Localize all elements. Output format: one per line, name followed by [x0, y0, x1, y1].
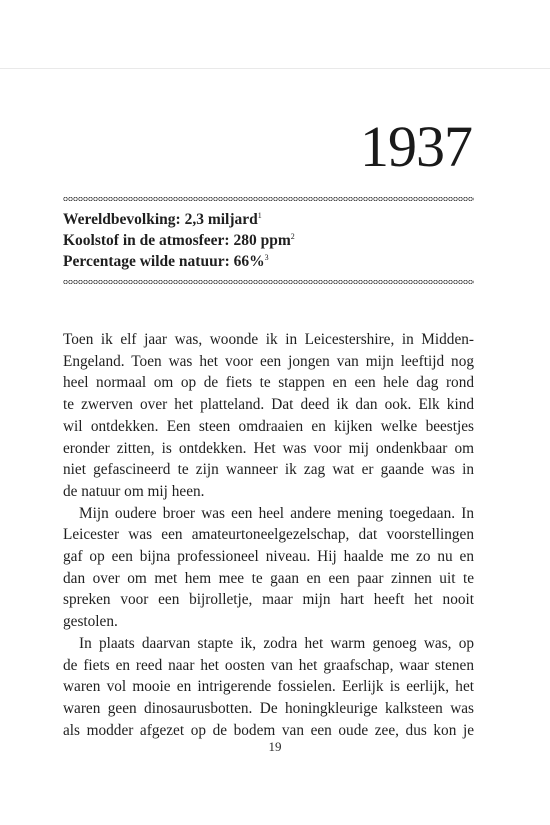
text-line: niet gefascineerd te zijn wanneer ik zag wat er gaande was in [63, 461, 474, 479]
text-line: Leicester was een amateurtoneelgezelschap, dat voorstellingen [63, 526, 474, 544]
footnote-marker[interactable]: 1 [257, 210, 262, 220]
text-line: de fiets en reed naar het oosten van het graafschap, waar stenen [63, 656, 474, 674]
text-line: als modder afgezet op de bodem van een oude zee, dus kon je [63, 721, 474, 739]
text-line: Engeland. Toen was het voor een jongen van mijn leeftijd nog [63, 352, 474, 370]
ornamental-divider-bottom [63, 279, 474, 285]
text-line: heel normaal om op de fiets te stappen en een hele dag rond [63, 374, 474, 392]
paragraph [63, 633, 474, 742]
body-text [63, 329, 474, 741]
text-line: waren geen dinosaurusbotten. De honingkleurige kalksteen was [63, 699, 474, 717]
stat-label: Wereldbevolking: 2,3 miljard [63, 211, 258, 228]
text-line: Toen ik elf jaar was, woonde ik in Leicestershire, in Midden- [63, 331, 474, 348]
text-line: In plaats daarvan stapte ik, zodra het warm genoeg was, op [79, 634, 474, 652]
paragraph [63, 329, 474, 503]
footnote-marker[interactable]: 3 [264, 252, 269, 262]
text-line: gestolen. [63, 613, 118, 631]
stat-world-population [63, 209, 474, 230]
footnote-marker[interactable]: 2 [290, 231, 295, 241]
text-line: dan over om met hem mee te gaan en een paar zinnen uit te [63, 569, 474, 587]
ornamental-divider-top [63, 196, 474, 202]
text-line: Mijn oudere broer was een heel andere mening toegedaan. In [79, 504, 474, 522]
text-line: wil ontdekken. Een steen omdraaien en kijken welke beestjes [63, 417, 474, 435]
stat-wild-nature [63, 251, 474, 272]
chapter-year-heading: 1937 [360, 114, 472, 179]
paragraph [63, 503, 474, 633]
stats-box [63, 209, 474, 272]
page-number: 19 [268, 739, 282, 754]
text-line: de natuur om mij heen. [63, 482, 205, 500]
text-line: spreken voor een bijrolletje, maar mijn hart heeft het nooit [63, 591, 474, 609]
stat-atmospheric-carbon [63, 230, 474, 251]
stat-label: Koolstof in de atmosfeer: 280 ppm [63, 232, 291, 249]
text-line: eronder zitten, is ontdekken. Het was voor mij ondenkbaar om [63, 439, 474, 457]
text-line: waren vol mooie en intrigerende fossielen. Eerlijk is eerlijk, het [63, 678, 474, 696]
text-line: gaf op een bijna professioneel niveau. Hij haalde me zo nu en [63, 548, 474, 566]
text-line: te zwerven over het platteland. Dat deed ik dan ook. Elk kind [63, 396, 474, 414]
page-top-rule [0, 68, 550, 69]
stat-label: Percentage wilde natuur: 66% [63, 253, 265, 270]
